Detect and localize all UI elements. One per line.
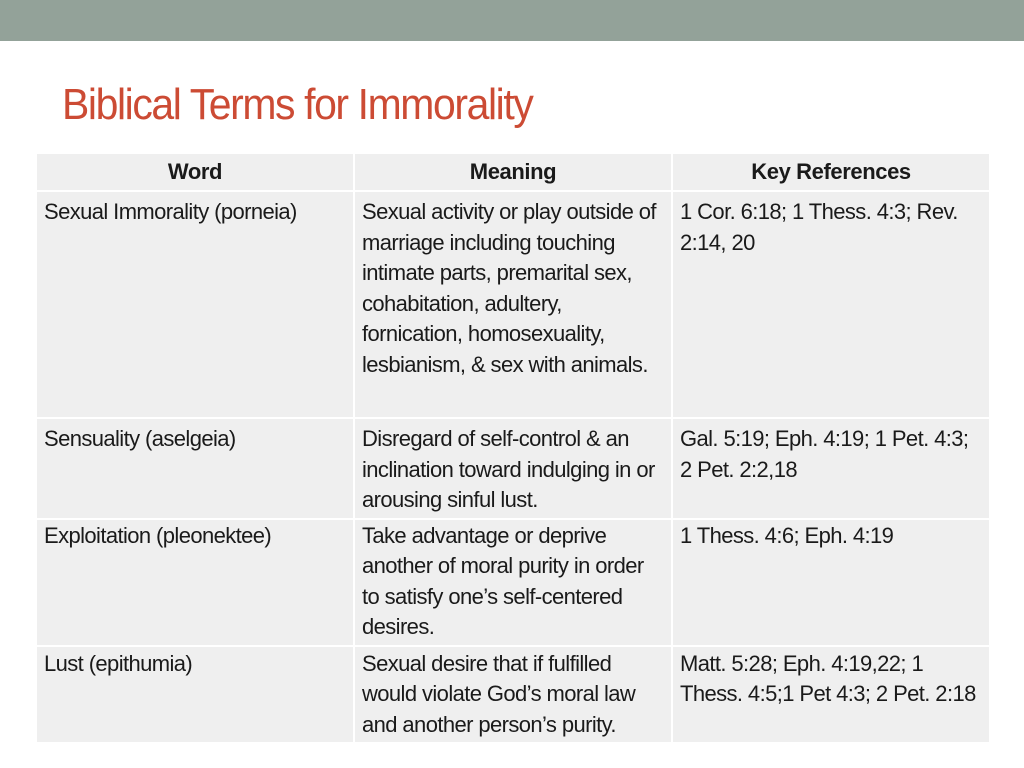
meaning-cell: Disregard of self-control & an inclination toward indulging in or arousing sinful lust. — [354, 418, 672, 519]
table-row — [36, 418, 990, 519]
header-key-references: Key References — [672, 153, 990, 191]
references-cell: 1 Cor. 6:18; 1 Thess. 4:3; Rev. 2:14, 20 — [672, 191, 990, 418]
top-accent-band — [0, 0, 1024, 41]
terms-table — [35, 152, 991, 744]
meaning-cell: Sexual activity or play outside of marriage including touching intimate parts, premarital sex, cohabitation, adultery, fornication, homosexuality, lesbianism, & sex with animals. — [354, 191, 672, 418]
word-cell: Sexual Immorality (porneia) — [36, 191, 354, 418]
word-cell: Exploitation (pleonektee) — [36, 519, 354, 646]
references-cell: Gal. 5:19; Eph. 4:19; 1 Pet. 4:3; 2 Pet. 2:2,18 — [672, 418, 990, 519]
meaning-cell: Take advantage or deprive another of moral purity in order to satisfy one’s self-centered desires. — [354, 519, 672, 646]
meaning-cell: Sexual desire that if fulfilled would violate God’s moral law and another person’s purity. — [354, 646, 672, 744]
header-word: Word — [36, 153, 354, 191]
table-row — [36, 646, 990, 744]
header-meaning: Meaning — [354, 153, 672, 191]
word-cell: Sensuality (aselgeia) — [36, 418, 354, 519]
word-cell: Lust (epithumia) — [36, 646, 354, 744]
references-cell: 1 Thess. 4:6; Eph. 4:19 — [672, 519, 990, 646]
slide-title: Biblical Terms for Immorality — [62, 80, 533, 129]
table-row — [36, 191, 990, 418]
references-cell: Matt. 5:28; Eph. 4:19,22; 1 Thess. 4:5;1 Pet 4:3; 2 Pet. 2:18 — [672, 646, 990, 744]
table-row — [36, 519, 990, 646]
table-header-row — [36, 153, 990, 191]
